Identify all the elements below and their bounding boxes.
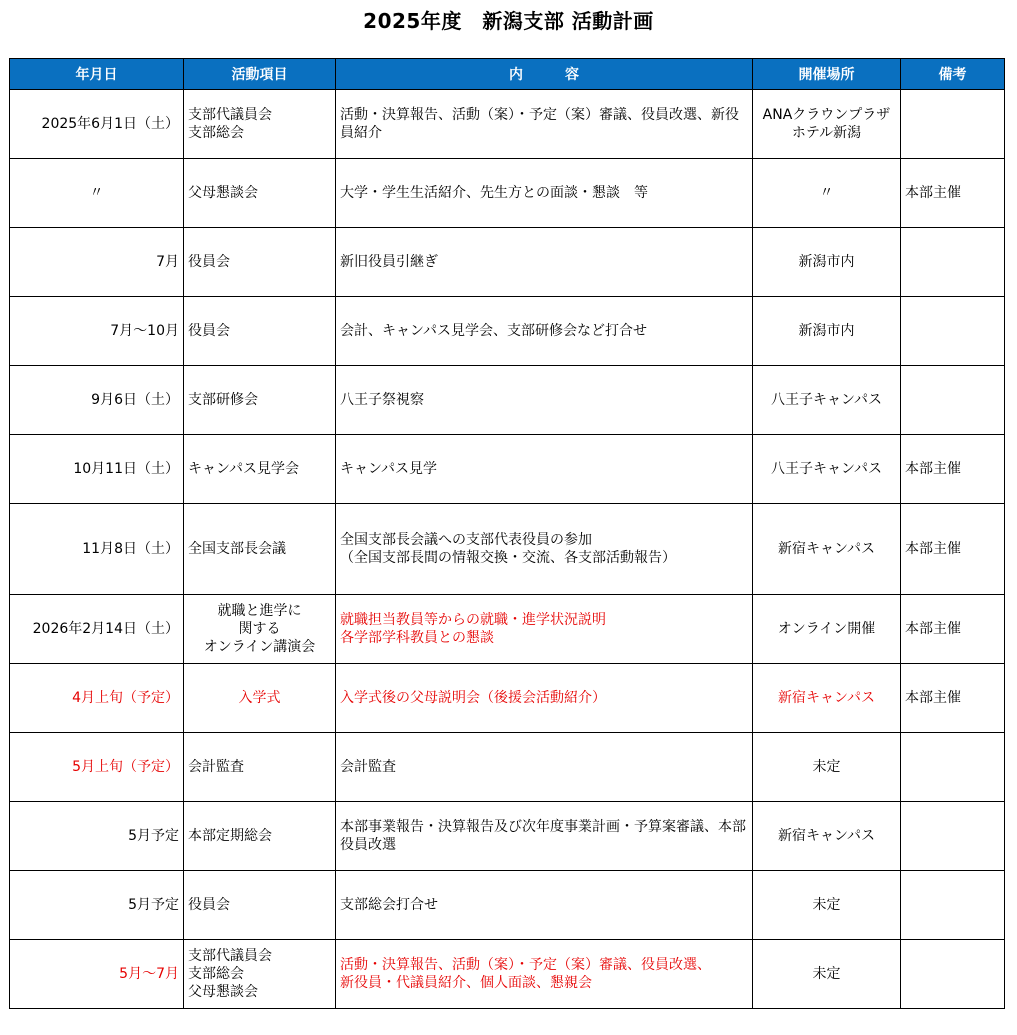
row-item: 役員会: [184, 297, 336, 366]
row-note: [901, 228, 1005, 297]
header-content: 内 容: [336, 59, 753, 90]
row-date: 4月上旬（予定）: [10, 664, 184, 733]
table-row: [10, 297, 1005, 366]
row-place: 新潟市内: [753, 228, 901, 297]
table-row: [10, 90, 1005, 159]
row-content: 活動・決算報告、活動（案）・予定（案）審議、役員改選、新役員紹介: [336, 90, 753, 159]
table-row: [10, 940, 1005, 1009]
row-place: 八王子キャンパス: [753, 435, 901, 504]
table-row: [10, 871, 1005, 940]
row-note: [901, 733, 1005, 802]
row-content: 新旧役員引継ぎ: [336, 228, 753, 297]
row-item: 本部定期総会: [184, 802, 336, 871]
row-note: [901, 90, 1005, 159]
row-note: [901, 366, 1005, 435]
row-item: 役員会: [184, 871, 336, 940]
row-place: 新宿キャンパス: [753, 504, 901, 595]
row-content: 全国支部長会議への支部代表役員の参加 （全国支部長間の情報交換・交流、各支部活動報告）: [336, 504, 753, 595]
row-date: 5月予定: [10, 871, 184, 940]
row-item: 父母懇談会: [184, 159, 336, 228]
row-item: 支部代議員会 支部総会 父母懇談会: [184, 940, 336, 1009]
row-date: 〃: [10, 159, 184, 228]
row-place: 未定: [753, 871, 901, 940]
row-note: [901, 940, 1005, 1009]
row-note: [901, 802, 1005, 871]
row-place: 新潟市内: [753, 297, 901, 366]
row-content: 就職担当教員等からの就職・進学状況説明 各学部学科教員との懇談: [336, 595, 753, 664]
row-place: 新宿キャンパス: [753, 664, 901, 733]
row-item: 全国支部長会議: [184, 504, 336, 595]
row-date: 2025年6月1日（土）: [10, 90, 184, 159]
header-date: 年月日: [10, 59, 184, 90]
row-date: 7月～10月: [10, 297, 184, 366]
header-note: 備考: [901, 59, 1005, 90]
row-content: 八王子祭視察: [336, 366, 753, 435]
header-place: 開催場所: [753, 59, 901, 90]
row-note: 本部主催: [901, 504, 1005, 595]
row-item: 会計監査: [184, 733, 336, 802]
header-item: 活動項目: [184, 59, 336, 90]
row-content: 会計、キャンパス見学会、支部研修会など打合せ: [336, 297, 753, 366]
row-date: 2026年2月14日（土）: [10, 595, 184, 664]
table-row: [10, 733, 1005, 802]
row-place: 新宿キャンパス: [753, 802, 901, 871]
row-place: ANAクラウンプラザ ホテル新潟: [753, 90, 901, 159]
row-item: 入学式: [184, 664, 336, 733]
row-item: 支部代議員会 支部総会: [184, 90, 336, 159]
row-place: オンライン開催: [753, 595, 901, 664]
row-note: 本部主催: [901, 664, 1005, 733]
row-date: 10月11日（土）: [10, 435, 184, 504]
table-row: [10, 504, 1005, 595]
table-row: [10, 435, 1005, 504]
row-note: [901, 871, 1005, 940]
row-note: 本部主催: [901, 159, 1005, 228]
row-item: 役員会: [184, 228, 336, 297]
row-item: キャンパス見学会: [184, 435, 336, 504]
row-note: 本部主催: [901, 595, 1005, 664]
row-content: 活動・決算報告、活動（案）・予定（案）審議、役員改選、 新役員・代議員紹介、個人面談、懇親会: [336, 940, 753, 1009]
row-content: 入学式後の父母説明会（後援会活動紹介）: [336, 664, 753, 733]
table-row: [10, 228, 1005, 297]
table-row: [10, 664, 1005, 733]
table-header-row: [10, 59, 1005, 90]
row-note: [901, 297, 1005, 366]
row-date: 5月上旬（予定）: [10, 733, 184, 802]
row-content: 支部総会打合せ: [336, 871, 753, 940]
row-date: 5月～7月: [10, 940, 184, 1009]
row-content: 会計監査: [336, 733, 753, 802]
row-place: 未定: [753, 733, 901, 802]
row-place: 八王子キャンパス: [753, 366, 901, 435]
activity-plan-table: [9, 58, 1005, 1009]
row-item: 就職と進学に 関する オンライン講演会: [184, 595, 336, 664]
row-place: 〃: [753, 159, 901, 228]
row-item: 支部研修会: [184, 366, 336, 435]
page-title: 2025年度 新潟支部 活動計画: [363, 9, 654, 33]
row-content: キャンパス見学: [336, 435, 753, 504]
row-note: 本部主催: [901, 435, 1005, 504]
row-content: 大学・学生生活紹介、先生方との面談・懇談 等: [336, 159, 753, 228]
row-place: 未定: [753, 940, 901, 1009]
table-row: [10, 366, 1005, 435]
table-row: [10, 595, 1005, 664]
row-date: 7月: [10, 228, 184, 297]
row-date: 11月8日（土）: [10, 504, 184, 595]
table-row: [10, 802, 1005, 871]
row-content: 本部事業報告・決算報告及び次年度事業計画・予算案審議、本部役員改選: [336, 802, 753, 871]
row-date: 5月予定: [10, 802, 184, 871]
row-date: 9月6日（土）: [10, 366, 184, 435]
table-row: [10, 159, 1005, 228]
